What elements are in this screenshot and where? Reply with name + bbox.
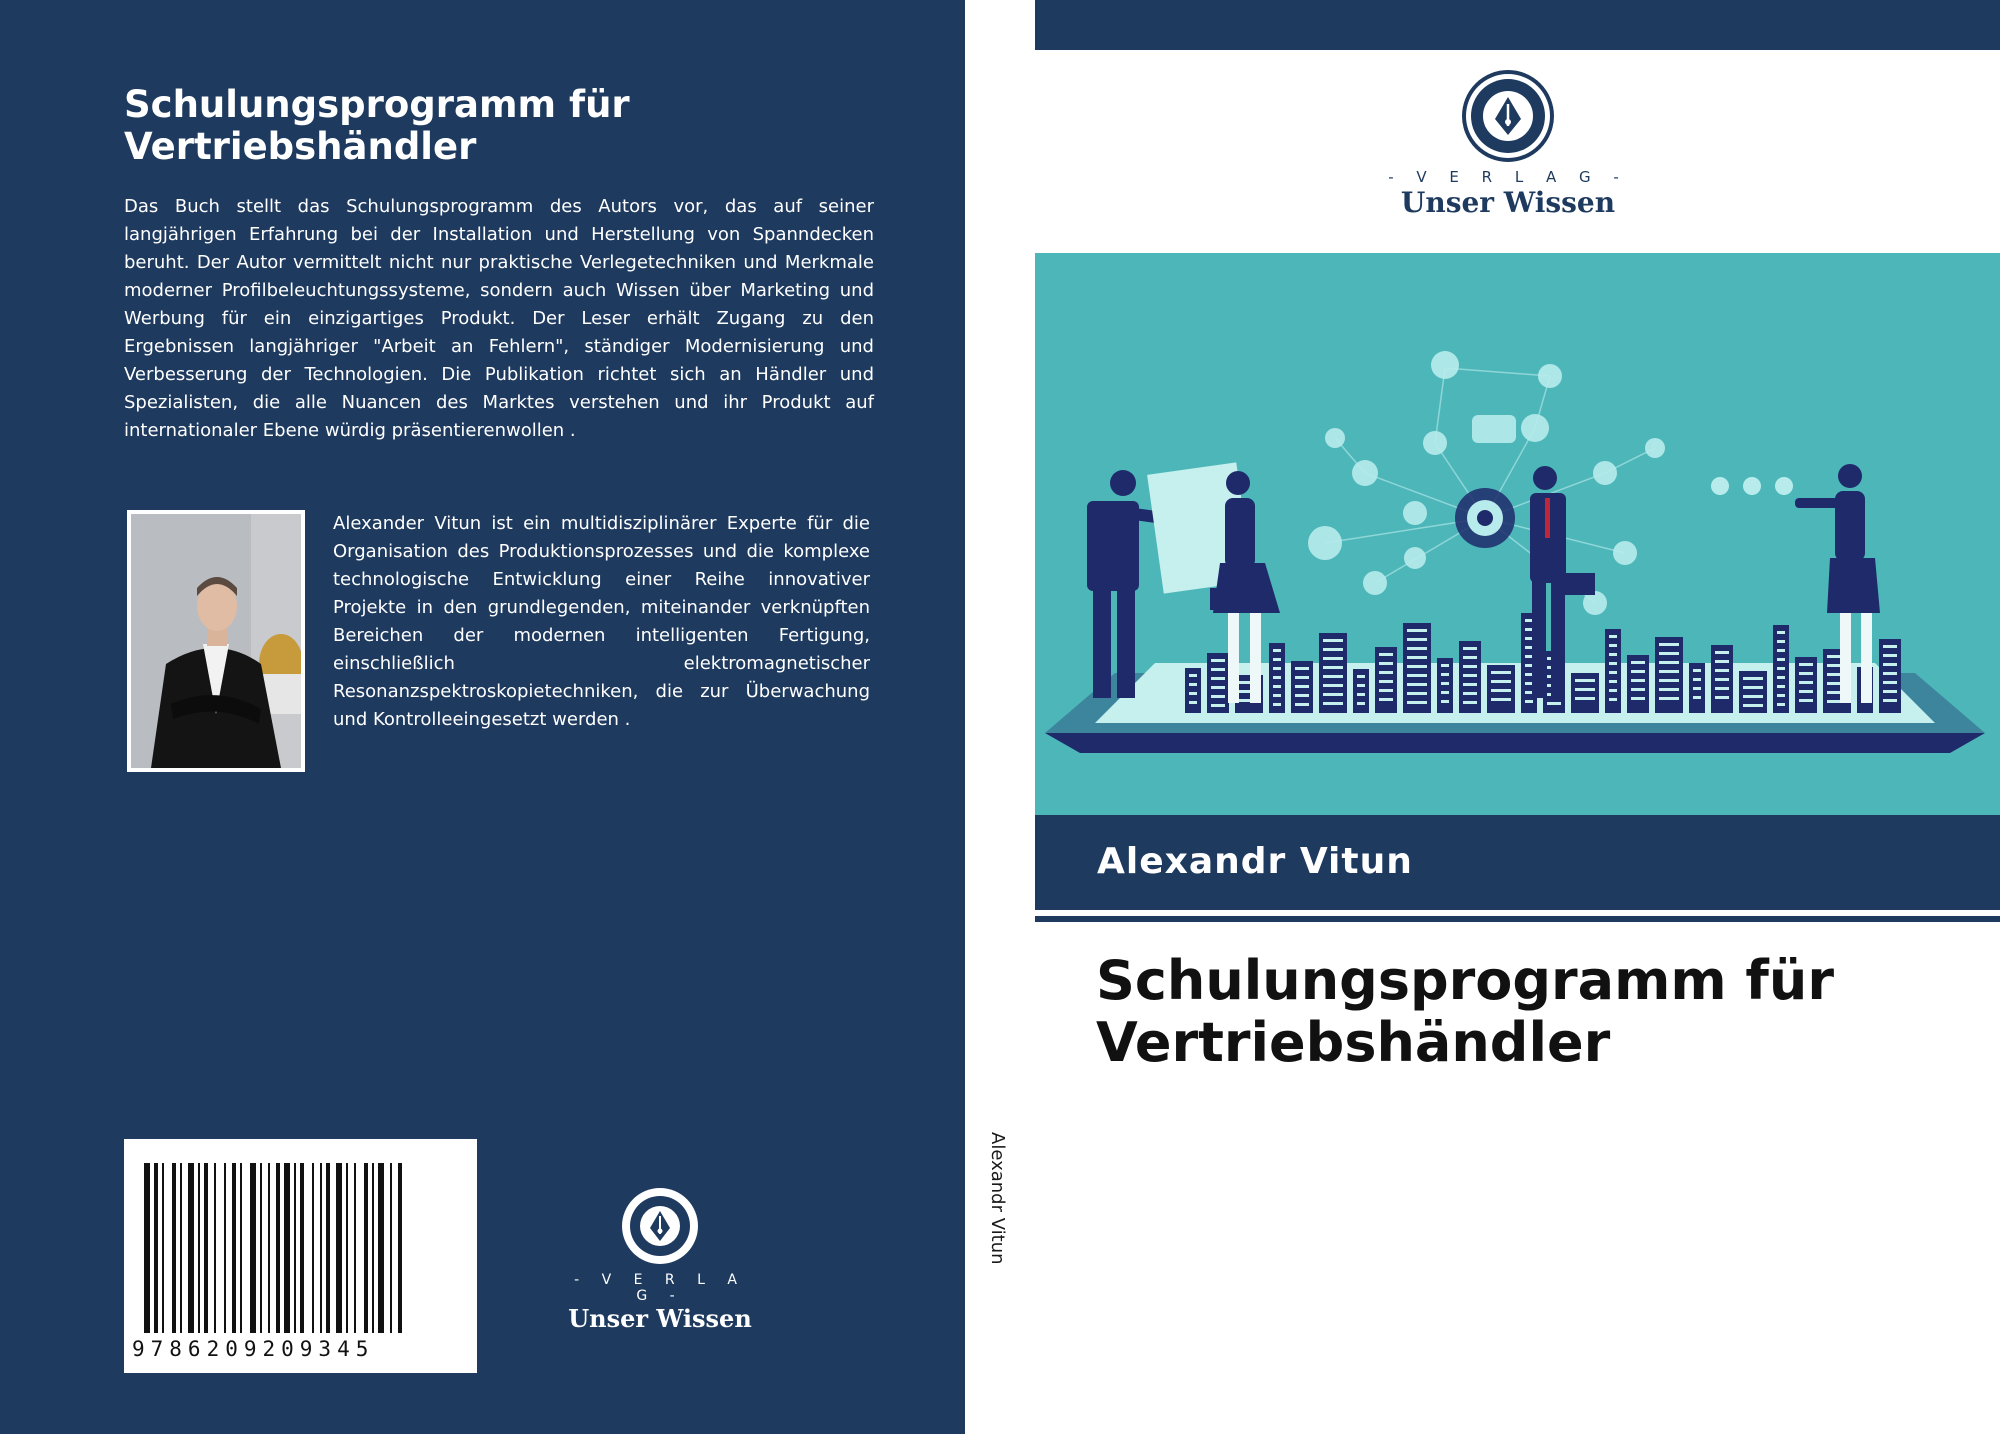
front-author-band	[1035, 815, 2000, 910]
front-publisher-logo	[1388, 70, 1628, 220]
back-publisher-logo	[560, 1186, 760, 1333]
author-bio: Alexander Vitun ist ein multidisziplinärer Experte für die Organisation des Produktionsprozesses und die komplexe technologische Entwicklung einer Reihe innovativer Projekte in den grundlegenden, miteinander verknüpften Bereichen der modernen intelligenten Fertigung, einschließlich elektromagnetischer Resonanzspektroskopietechniken, die zur Überwachung und Kontrolleeingesetzt werden .	[333, 513, 870, 730]
back-logo-name: Unser Wissen	[568, 1304, 752, 1333]
front-author-name: Alexandr Vitun	[1097, 841, 1413, 882]
back-cover-title: Schulungsprogramm für Vertriebshändler	[124, 83, 630, 168]
front-divider	[1035, 916, 2000, 922]
front-logo-name: Unser Wissen	[1400, 186, 1616, 219]
isbn-barcode	[124, 1139, 477, 1373]
spine-author: Alexandr Vitun	[987, 1132, 1008, 1265]
front-logo-verlag: - V E R L A G -	[1388, 168, 1628, 186]
cover-illustration	[1035, 253, 2000, 815]
author-photo	[127, 510, 305, 772]
back-logo-verlag: - V E R L A G -	[574, 1272, 746, 1304]
pen-nib-icon	[1388, 70, 1628, 162]
front-cover-title: Schulungsprogramm für Vertriebshändler	[1096, 949, 1834, 1074]
pen-nib-icon	[560, 1186, 760, 1268]
front-top-bar	[1035, 0, 2000, 50]
isbn-digits: 9786209209345	[132, 1337, 375, 1361]
back-cover-blurb: Das Buch stellt das Schulungsprogramm des Autors vor, das auf seiner langjährigen Erfahrung bei der Installation und Herstellung von Spanndecken beruht. Der Autor vermittelt nicht nur praktische Verlegetechniken und Merkmale moderner Profilbeleuchtungssysteme, sondern auch Wissen über Marketing und Werbung für ein einzigartiges Produkt. Der Leser erhält Zugang zu den Ergebnissen langjähriger "Arbeit an Fehlern", ständiger Modernisierung und Verbesserung der Technologien. Die Publikation richtet sich an Händler und Spezialisten, die alle Nuancen des Marktes verstehen und ihr Produkt auf internationaler Ebene würdig präsentierenwollen .	[124, 196, 874, 441]
